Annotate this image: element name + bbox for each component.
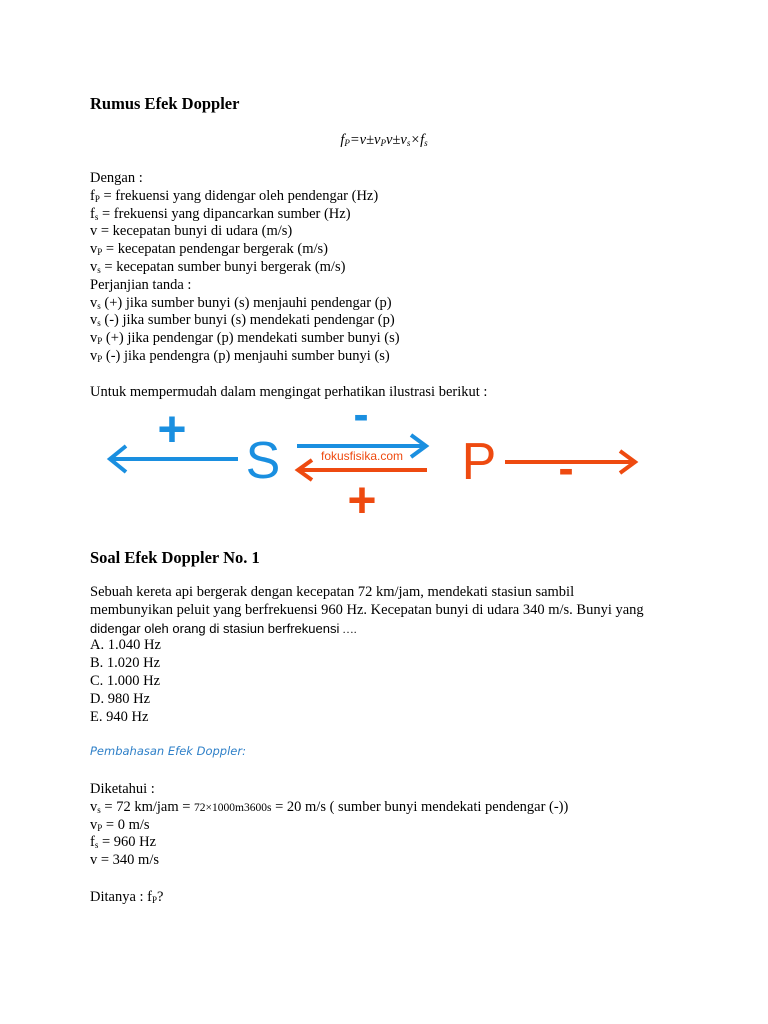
plus-bottom-label: +: [347, 472, 377, 525]
doppler-formula: $f_P=v\pm v_Pv\pm v_s\times f_s$: [340, 132, 428, 148]
minus-top-label: -: [353, 400, 369, 440]
watermark-text: fokusfisika.com: [320, 449, 404, 463]
p-label: P: [461, 433, 497, 491]
definitions-block: Dengan : $f_P$ = frekuensi yang didengar oleh pendengar (Hz) $f_s$ = frekuensi yang dipancarkan sumber (Hz) v = kecepatan bunyi di udara (m/s) $v_P$ = kecepatan pendengar bergerak (m/s) $v_s$ = kecepatan sumber bunyi bergerak (m/s) Perjanjian tanda : $v_s$ (+) jika sumber bunyi (s) menjauhi pendengar (p) $v_s$ (-) jika sumber bunyi (s) mendekati pendengar (p) $v_P$ (+) jika pendengar (p) mendekati sumber bunyi (s) $v_P$ (-) jika pendengra (p) menjauhi sumber bunyi (s): [90, 170, 400, 364]
option-d: D. 980 Hz: [90, 690, 151, 707]
minus-right-label: -: [558, 442, 574, 494]
plus-left-label: +: [157, 401, 187, 457]
question-block: Sebuah kereta api bergerak dengan kecepatan 72 km/jam, mendekati stasiun sambil membunyikan peluit yang berfrekuensi 960 Hz. Kecepatan bunyi di udara 340 m/s. Bunyi yang didengar oleh orang di stasiun berfrekuensi …. A. 1.040 Hz B. 1.020 Hz C. 1.000 Hz D. 980 Hz E. 940 Hz: [90, 584, 690, 726]
asked-line: Ditanya : $f_P$?: [90, 889, 164, 905]
illustration-intro: Untuk mempermudah dalam mengingat perhatikan ilustrasi berikut :: [90, 384, 488, 400]
heading-rumus: Rumus Efek Doppler: [90, 94, 240, 113]
option-e: E. 940 Hz: [90, 708, 149, 725]
doppler-illustration: [90, 400, 650, 525]
heading-soal: Soal Efek Doppler No. 1: [90, 548, 260, 567]
option-a: A. 1.040 Hz: [90, 637, 161, 654]
known-block: Diketahui : $v_s = 72$ km/jam = 72×1000m3600s = 20 m/s ( sumber bunyi mendekati pendengar (-)) $v_P = 0$ m/s $f_s = 960$ Hz v = 340 m/s: [90, 781, 569, 869]
option-b: B. 1.020 Hz: [90, 655, 161, 672]
pembahasan-label: Pembahasan Efek Doppler:: [90, 744, 246, 758]
s-label: S: [245, 432, 281, 490]
option-c: C. 1.000 Hz: [90, 672, 161, 689]
